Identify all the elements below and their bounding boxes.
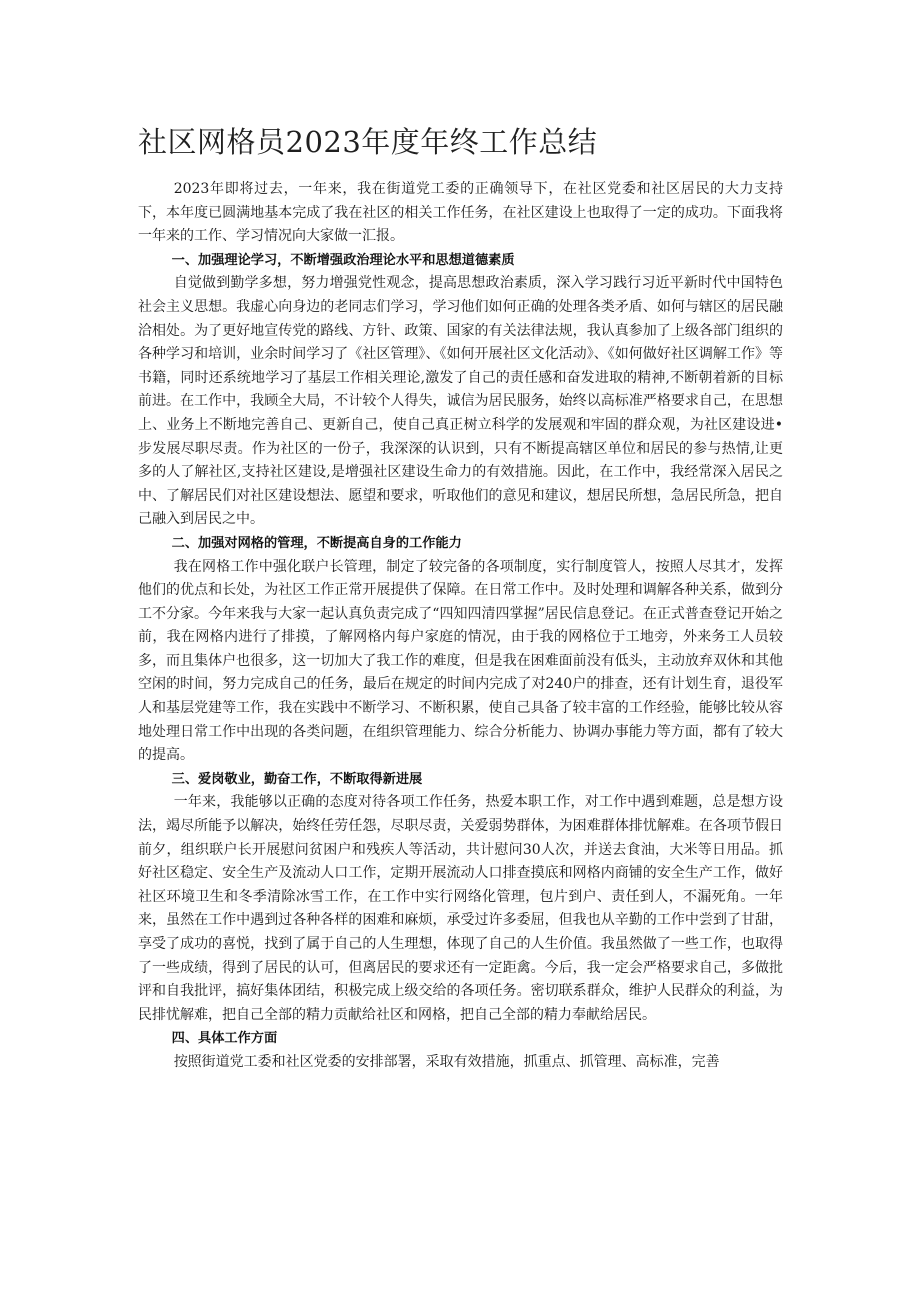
section-heading-1: 一、加强理论学习，不断增强政治理论水平和思想道德素质 bbox=[171, 252, 515, 268]
section-paragraph-2: 我在网格工作中强化联户长管理，制定了较完备的各项制度，实行制度管人，按照人尽其才，发挥他们的优点和长处，为社区工作正常开展提供了保障。在日常工作中。及时处理和调解各种关系，做到分工不分家。今年来我与大家一起认真负责完成了“四知四清四掌握”居民信息登记。在正式普查登记开始之前，我在网格内进行了排摸，了解网格内每户家庭的情况，由于我的网格位于工地旁，外来务工人员较多，而且集体户也很多，这一切加大了我工作的难度，但是我在困难面前没有低头，主动放弃双休和其他空闲的时间，努力完成自己的任务，最后在规定的时间内完成了对240户的排查，还有计划生育，退役军人和基层党建等工作，我在实践中不断学习、不断积累，使自己具备了较丰富的工作经验，能够比较从容地处理日常工作中出现的各类问题，在组织管理能力、综合分析能力、协调办事能力等方面，都有了较大的提高。 bbox=[138, 558, 783, 764]
section-paragraph-1: 自觉做到勤学多想，努力增强党性观念，提高思想政治素质，深入学习践行习近平新时代中国特色社会主义思想。我虚心向身边的老同志们学习，学习他们如何正确的处理各类矛盾、如何与辖区的居民融洽相处。为了更好地宣传党的路线、方针、政策、国家的有关法律法规，我认真参加了上级各部门组织的各种学习和培训，业余时间学习了《社区管理》、《如何开展社区文化活动》、《如何做好社区调解工作》等书籍，同时还系统地学习了基层工作相关理论,激发了自己的责任感和奋发进取的精神,不断朝着新的目标前进。在工作中，我顾全大局，不计较个人得失，诚信为居民服务，始终以高标准严格要求自己，在思想上、业务上不断地完善自己、更新自己，使自己真正树立科学的发展观和牢固的群众观，为社区建设进•步发展尽职尽责。作为社区的一份子，我深深的认识到，只有不断提高辖区单位和居民的参与热情,让更多的人了解社区,支持社区建设,是增强社区建设生命力的有效措施。因此，在工作中，我经常深入居民之中、了解居民们对社区建设想法、愿望和要求，听取他们的意见和建议，想居民所想，急居民所急，把自己融入到居民之中。 bbox=[138, 275, 783, 528]
section-heading-2: 二、加强对网格的管理，不断提高自身的工作能力 bbox=[171, 535, 462, 551]
section-paragraph-3: 一年来，我能够以正确的态度对待各项工作任务，热爱本职工作，对工作中遇到难题，总是想方设法，竭尽所能予以解决，始终任劳任怨，尽职尽责，关爱弱势群体，为困难群体排忧解难。在各项节假日前夕，组织联户长开展慰问贫困户和残疾人等活动，共计慰问30人次，并送去食油，大米等日用品。抓好社区稳定、安全生产及流动人口工作，定期开展流动人口排查摸底和网格内商铺的安全生产工作，做好社区环境卫生和冬季清除冰雪工作，在工作中实行网络化管理，包片到户、责任到人，不漏死角。一年来，虽然在工作中遇到过各种各样的困难和麻烦，承受过许多委屈，但我也从辛勤的工作中尝到了甘甜，享受了成功的喜悦，找到了属于自己的人生理想，体现了自己的人生价值。我虽然做了一些工作，也取得了一些成绩，得到了居民的认可，但离居民的要求还有一定距禽。今后，我一定会严格要求自己，多做批评和自我批评，搞好集体团结，积极完成上级交给的各项任务。密切联系群众，维护人民群众的利益，为民排忧解难，把自己全部的精力贡献给社区和网格，把自己全部的精力奉献给居民。 bbox=[138, 794, 783, 1023]
section-paragraph-4: 按照街道党工委和社区党委的安排部署，采取有效措施，抓重点、抓管理、高标准，完善 bbox=[173, 1053, 720, 1070]
intro-paragraph: 2023年即将过去，一年来，我在街道党工委的正确领导下，在社区党委和社区居民的大力支持下，本年度已圆满地基本完成了我在社区的相关工作任务，在社区建设上也取得了一定的成功。下面我将一年来的工作、学习情况向大家做一汇报。 bbox=[138, 181, 783, 245]
section-heading-3: 三、爱岗敬业，勤奋工作，不断取得新进展 bbox=[171, 771, 423, 787]
document-title: 社区网格员2023年度年终工作总结 bbox=[138, 125, 598, 159]
section-heading-4: 四、具体工作方面 bbox=[171, 1031, 278, 1047]
document-body bbox=[138, 178, 783, 1075]
